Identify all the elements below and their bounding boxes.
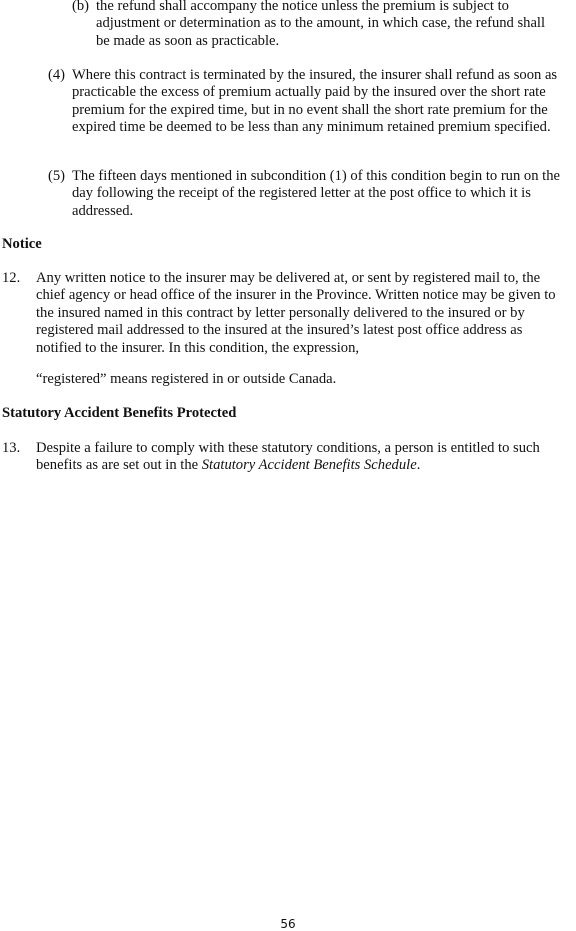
- condition-12-continuation: “registered” means registered in or outside Canada.: [36, 371, 337, 387]
- subcondition-5-text: The fifteen days mentioned in subcondition (1) of this condition begin to run on the day following the receipt of the registered letter at the post office to which it is addressed.: [72, 168, 560, 219]
- condition-13-text: [36, 440, 558, 475]
- condition-12-number: 12.: [2, 270, 21, 286]
- subcondition-4-marker: (4): [48, 67, 66, 83]
- condition-13-text-end: .: [416, 457, 421, 474]
- subcondition-5: [48, 168, 564, 220]
- subcondition-b: [72, 0, 560, 50]
- subcondition-4: [48, 67, 574, 137]
- subcondition-b-text: the refund shall accompany the notice unless the premium is subject to adjustment or determination as to the amount, in which case, the refund shall be made as soon as practicable.: [96, 0, 546, 49]
- schedule-title: Statutory Accident Benefits Schedule: [201, 457, 417, 474]
- section-heading-benefits: Statutory Accident Benefits Protected: [2, 405, 237, 421]
- condition-12: [2, 270, 566, 357]
- subcondition-5-marker: (5): [48, 168, 66, 184]
- section-heading-notice: Notice: [2, 236, 42, 252]
- subcondition-b-marker: (b): [72, 0, 90, 14]
- condition-13-number: 13.: [2, 440, 21, 456]
- condition-12-text: Any written notice to the insurer may be delivered at, or sent by registered mail to, the chief agency or head office of the insurer in the Province. Written notice may be given to the insured named in this contract by letter personally delivered to the insured or by registered mail addressed to the insured at the insured’s latest post office address as notified to the insurer. In this condition, the expression,: [36, 270, 556, 356]
- condition-13: [2, 440, 558, 475]
- condition-13-text-start: Despite a failure to comply with these statutory conditions, a person is entitled to such benefits as are set out in the: [36, 440, 540, 474]
- subcondition-4-text: Where this contract is terminated by the insured, the insurer shall refund as soon as practicable the excess of premium actually paid by the insured over the short rate premium for the expired time, but in no event shall the short rate premium for the expired time be deemed to be less than any minimum retained premium specified.: [72, 67, 558, 136]
- page-number: 56: [280, 917, 296, 931]
